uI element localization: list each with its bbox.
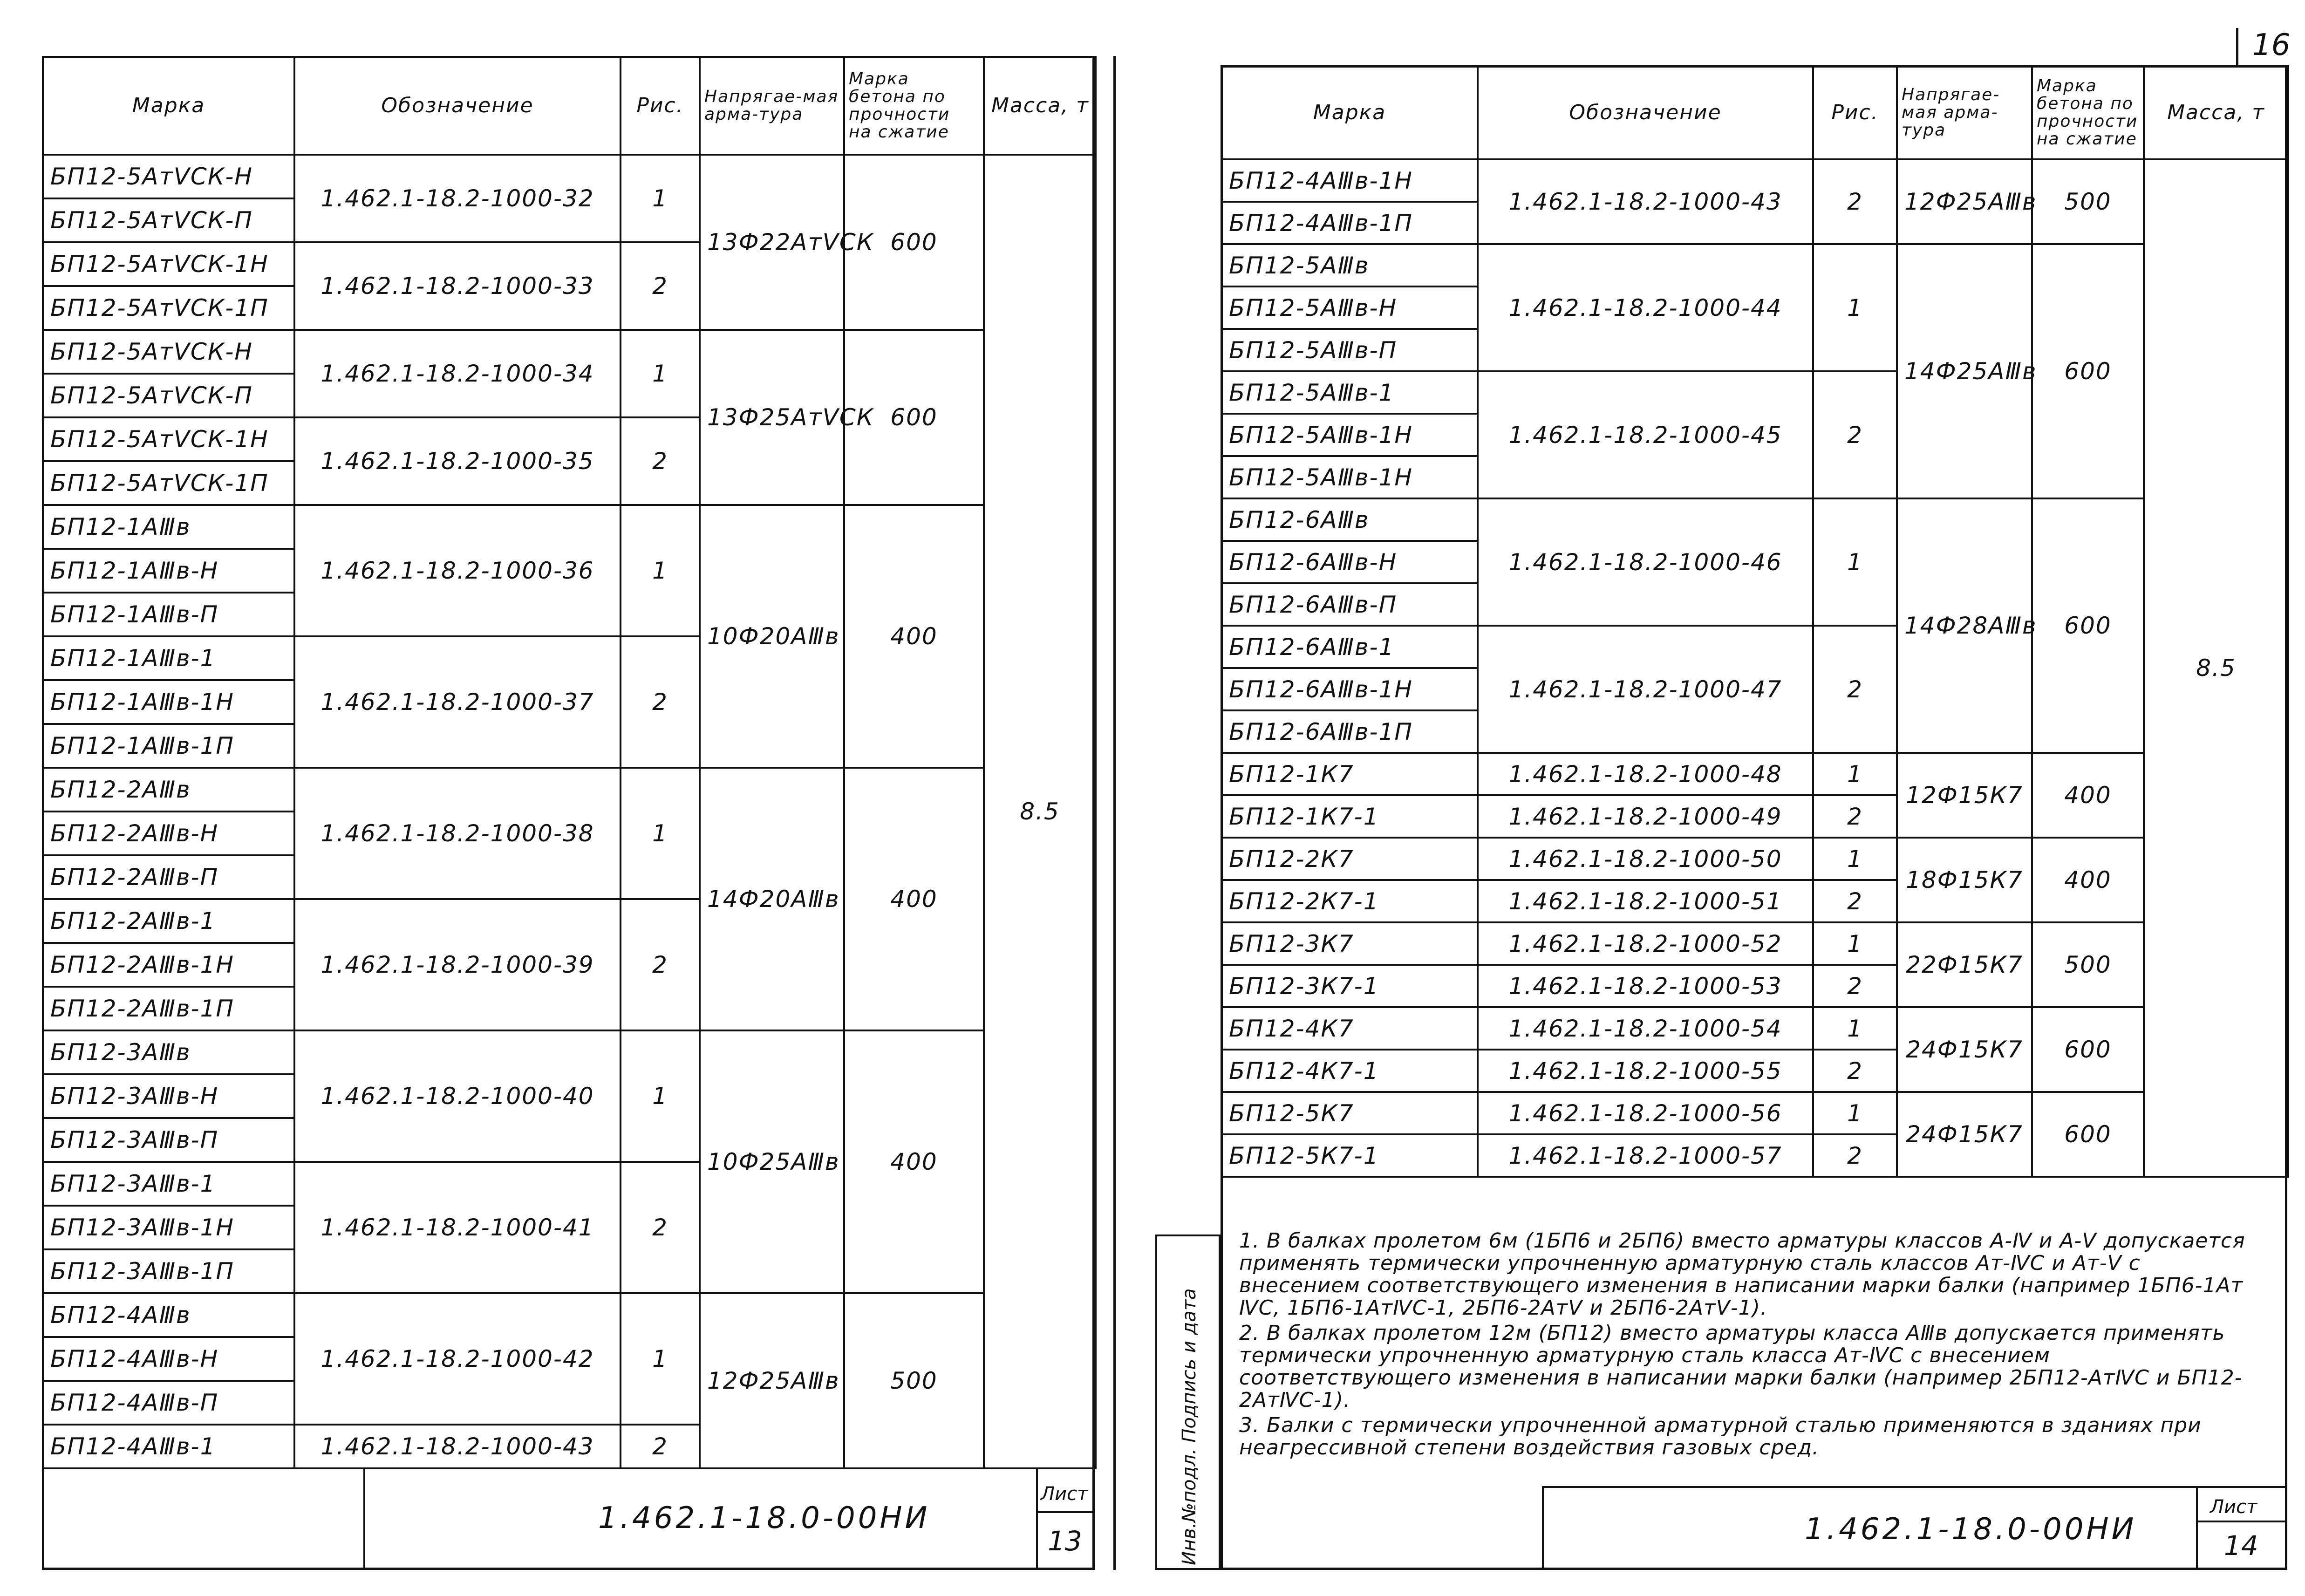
concrete-cell: 500	[2032, 922, 2144, 1007]
table-row-mark: БП12-6АⅢв	[1221, 498, 1478, 541]
designation-cell: 1.462.1-18.2-1000-42	[294, 1293, 621, 1425]
table-row-mark: БП12-1АⅢв	[43, 505, 294, 549]
left-sheet-right-line	[1113, 56, 1116, 1570]
corner-sheet-number: 16	[2252, 28, 2291, 62]
designation-cell: 1.462.1-18.2-1000-46	[1478, 498, 1813, 626]
right-spec-table	[1221, 65, 2289, 1178]
fig-cell: 1	[621, 330, 700, 417]
table-row-mark: БП12-2АⅢв-1	[43, 899, 294, 943]
designation-cell: 1.462.1-18.2-1000-55	[1478, 1050, 1813, 1092]
table-row-mark: БП12-2АⅢв-1П	[43, 987, 294, 1030]
table-row-mark: БП12-5АⅢв-1Н	[1221, 414, 1478, 456]
designation-cell: 1.462.1-18.2-1000-43	[294, 1425, 621, 1468]
header-concrete: Марка бетона по прочности на сжатие	[2032, 66, 2144, 159]
table-row-mark: БП12-5АтⅤСК-1Н	[43, 417, 294, 461]
table-row-mark: БП12-4АⅢв	[43, 1293, 294, 1337]
table-row-mark: БП12-5АтⅤСК-1Н	[43, 242, 294, 286]
right-stamp-code: 1.462.1-18.0-00НИ	[1805, 1512, 2137, 1547]
table-row-mark: БП12-3АⅢв	[43, 1030, 294, 1074]
table-row-mark: БП12-1АⅢв-1	[43, 636, 294, 680]
header-fig: Рис.	[1813, 66, 1897, 159]
fig-cell: 2	[1813, 626, 1897, 753]
table-row-mark: БП12-5АтⅤСК-Н	[43, 330, 294, 374]
fig-cell: 1	[1813, 244, 1897, 371]
designation-cell: 1.462.1-18.2-1000-52	[1478, 922, 1813, 965]
fig-cell: 2	[1813, 159, 1897, 244]
concrete-cell: 400	[844, 1030, 984, 1293]
rebar-cell: 18Ф15К7	[1897, 838, 2032, 922]
table-row-mark: БП12-1АⅢв-1Н	[43, 680, 294, 724]
designation-cell: 1.462.1-18.2-1000-45	[1478, 371, 1813, 498]
left-stamp-hline	[1036, 1511, 1095, 1513]
table-row-mark: БП12-5АтⅤСК-П	[43, 198, 294, 242]
designation-cell: 1.462.1-18.2-1000-35	[294, 417, 621, 505]
header-rebar: Напрягае-мая арма-тура	[1897, 66, 2032, 159]
fig-cell: 2	[621, 1162, 700, 1293]
header-designation: Обозначение	[294, 57, 621, 155]
table-row-mark: БП12-2К7-1	[1221, 880, 1478, 922]
designation-cell: 1.462.1-18.2-1000-49	[1478, 795, 1813, 838]
header-rebar: Напрягае-мая арма-тура	[700, 57, 844, 155]
rebar-cell: 24Ф15К7	[1897, 1007, 2032, 1092]
table-row-mark: БП12-4АⅢв-Н	[43, 1337, 294, 1381]
rebar-cell: 12Ф25АⅢв	[1897, 159, 2032, 244]
header-mark: Марка	[43, 57, 294, 155]
designation-cell: 1.462.1-18.2-1000-44	[1478, 244, 1813, 371]
designation-cell: 1.462.1-18.2-1000-41	[294, 1162, 621, 1293]
concrete-cell: 400	[2032, 753, 2144, 838]
left-spec-table	[42, 56, 1097, 1469]
fig-cell: 1	[621, 1030, 700, 1162]
fig-cell: 2	[621, 1425, 700, 1468]
table-row-mark: БП12-6АⅢв-1П	[1221, 710, 1478, 753]
mass-cell: 8.5	[984, 155, 1096, 1468]
header-designation: Обозначение	[1478, 66, 1813, 159]
table-row-mark: БП12-3АⅢв-П	[43, 1118, 294, 1162]
table-row-mark: БП12-4АⅢв-1Н	[1221, 159, 1478, 202]
fig-cell: 1	[621, 1293, 700, 1425]
note-1: 1. В балках пролетом 6м (1БП6 и 2БП6) вместо арматуры классов А-Ⅳ и А-Ⅴ допускается применять термически упрочненную арматурную сталь классов Ат-ⅣС и Ат-Ⅴ с внесением соответствующего изменения в написании марки балки (например 1БП6-1Ат ⅣС, 1БП6-1АтⅣС-1, 2БП6-2АтⅤ и 2БП6-2АтⅤ-1).	[1239, 1229, 2245, 1320]
table-row-mark: БП12-6АⅢв-Н	[1221, 541, 1478, 583]
fig-cell: 2	[1813, 965, 1897, 1007]
designation-cell: 1.462.1-18.2-1000-32	[294, 155, 621, 242]
fig-cell: 2	[1813, 371, 1897, 498]
table-row-mark: БП12-5К7	[1221, 1092, 1478, 1134]
table-row-mark: БП12-6АⅢв-П	[1221, 583, 1478, 626]
designation-cell: 1.462.1-18.2-1000-51	[1478, 880, 1813, 922]
rebar-cell: 14Ф25АⅢв	[1897, 244, 2032, 498]
table-row-mark: БП12-1К7	[1221, 753, 1478, 795]
designation-cell: 1.462.1-18.2-1000-36	[294, 505, 621, 636]
table-row-mark: БП12-5АⅢв-1Н	[1221, 456, 1478, 498]
left-title-stamp	[363, 1467, 1095, 1570]
fig-cell: 2	[1813, 795, 1897, 838]
table-row-mark: БП12-6АⅢв-1Н	[1221, 668, 1478, 710]
designation-cell: 1.462.1-18.2-1000-40	[294, 1030, 621, 1162]
table-row-mark: БП12-4АⅢв-П	[43, 1381, 294, 1425]
rebar-cell: 10Ф20АⅢв	[700, 505, 844, 768]
mass-cell: 8.5	[2144, 159, 2288, 1177]
table-row-mark: БП12-2К7	[1221, 838, 1478, 880]
concrete-cell: 600	[2032, 244, 2144, 498]
rebar-cell: 12Ф15К7	[1897, 753, 2032, 838]
table-row-mark: БП12-5АⅢв	[1221, 244, 1478, 286]
table-row-mark: БП12-4К7	[1221, 1007, 1478, 1050]
table-row-mark: БП12-1АⅢв-П	[43, 593, 294, 636]
designation-cell: 1.462.1-18.2-1000-54	[1478, 1007, 1813, 1050]
designation-cell: 1.462.1-18.2-1000-38	[294, 768, 621, 899]
header-fig: Рис.	[621, 57, 700, 155]
fig-cell: 2	[621, 899, 700, 1030]
table-row-mark: БП12-2АⅢв	[43, 768, 294, 812]
table-row-mark: БП12-2АⅢв-1Н	[43, 943, 294, 987]
note-2: 2. В балках пролетом 12м (БП12) вместо арматуры класса АⅢв допускается применять термически упрочненную арматурную сталь класса Ат-ⅣС с внесением соответствующего изменения в написании марки балки (например 2БП12-АтⅣС и БП12-2АтⅣС-1).	[1239, 1321, 2243, 1412]
concrete-cell: 600	[844, 155, 984, 330]
header-concrete: Марка бетона по прочности на сжатие	[844, 57, 984, 155]
fig-cell: 1	[1813, 922, 1897, 965]
designation-cell: 1.462.1-18.2-1000-48	[1478, 753, 1813, 795]
corner-mark-line	[2236, 28, 2238, 65]
fig-cell: 1	[1813, 1092, 1897, 1134]
concrete-cell: 400	[844, 768, 984, 1030]
side-stamp-text: Инв.№подл. Подпись и дата	[1179, 1288, 1200, 1565]
table-row-mark: БП12-5К7-1	[1221, 1134, 1478, 1177]
table-row-mark: БП12-5АⅢв-П	[1221, 329, 1478, 371]
header-mark: Марка	[1221, 66, 1478, 159]
rebar-cell: 13Ф22АтⅤСК	[700, 155, 844, 330]
fig-cell: 1	[1813, 498, 1897, 626]
table-row-mark: БП12-3АⅢв-1Н	[43, 1206, 294, 1249]
designation-cell: 1.462.1-18.2-1000-34	[294, 330, 621, 417]
designation-cell: 1.462.1-18.2-1000-50	[1478, 838, 1813, 880]
concrete-cell: 600	[2032, 498, 2144, 753]
rebar-cell: 10Ф25АⅢв	[700, 1030, 844, 1293]
concrete-cell: 600	[2032, 1092, 2144, 1177]
designation-cell: 1.462.1-18.2-1000-43	[1478, 159, 1813, 244]
fig-cell: 1	[621, 155, 700, 242]
header-mass: Масса, т	[2144, 66, 2288, 159]
table-row-mark: БП12-2АⅢв-Н	[43, 812, 294, 855]
designation-cell: 1.462.1-18.2-1000-37	[294, 636, 621, 768]
fig-cell: 2	[621, 417, 700, 505]
table-row-mark: БП12-3АⅢв-1П	[43, 1249, 294, 1293]
right-stamp-divider	[2196, 1488, 2198, 1570]
designation-cell: 1.462.1-18.2-1000-33	[294, 242, 621, 330]
table-row-mark: БП12-5АⅢв-1	[1221, 371, 1478, 414]
fig-cell: 2	[621, 242, 700, 330]
table-row-mark: БП12-4АⅢв-1	[43, 1425, 294, 1468]
designation-cell: 1.462.1-18.2-1000-53	[1478, 965, 1813, 1007]
designation-cell: 1.462.1-18.2-1000-57	[1478, 1134, 1813, 1177]
fig-cell: 1	[621, 505, 700, 636]
fig-cell: 2	[621, 636, 700, 768]
right-title-stamp	[1542, 1486, 2287, 1570]
concrete-cell: 500	[844, 1293, 984, 1468]
rebar-cell: 22Ф15К7	[1897, 922, 2032, 1007]
designation-cell: 1.462.1-18.2-1000-39	[294, 899, 621, 1030]
designation-cell: 1.462.1-18.2-1000-47	[1478, 626, 1813, 753]
table-row-mark: БП12-2АⅢв-П	[43, 855, 294, 899]
left-stamp-divider	[1036, 1469, 1038, 1570]
concrete-cell: 400	[2032, 838, 2144, 922]
table-row-mark: БП12-4АⅢв-1П	[1221, 202, 1478, 244]
table-row-mark: БП12-3К7	[1221, 922, 1478, 965]
table-row-mark: БП12-3АⅢв-1	[43, 1162, 294, 1206]
concrete-cell: 500	[2032, 159, 2144, 244]
left-stamp-code: 1.462.1-18.0-00НИ	[598, 1501, 930, 1535]
fig-cell: 2	[1813, 1050, 1897, 1092]
fig-cell: 2	[1813, 880, 1897, 922]
table-row-mark: БП12-5АтⅤСК-П	[43, 374, 294, 417]
table-row-mark: БП12-5АтⅤСК-1П	[43, 286, 294, 330]
fig-cell: 1	[1813, 1007, 1897, 1050]
table-row-mark: БП12-3АⅢв-Н	[43, 1074, 294, 1118]
table-row-mark: БП12-6АⅢв-1	[1221, 626, 1478, 668]
right-stamp-sheet-number: 14	[2224, 1530, 2258, 1562]
table-row-mark: БП12-5АтⅤСК-Н	[43, 155, 294, 198]
note-3: 3. Балки с термически упрочненной арматурной сталью применяются в зданиях при неагрессивной степени воздействия газовых сред.	[1239, 1413, 2202, 1460]
rebar-cell: 13Ф25АтⅤСК	[700, 330, 844, 505]
table-row-mark: БП12-5АⅢв-Н	[1221, 286, 1478, 329]
concrete-cell: 600	[2032, 1007, 2144, 1092]
fig-cell: 1	[621, 768, 700, 899]
notes-block	[1239, 1230, 2255, 1462]
right-stamp-hline	[2196, 1521, 2287, 1522]
table-row-mark: БП12-1АⅢв-Н	[43, 549, 294, 593]
concrete-cell: 400	[844, 505, 984, 768]
table-row-mark: БП12-5АтⅤСК-1П	[43, 461, 294, 505]
fig-cell: 2	[1813, 1134, 1897, 1177]
left-stamp-sheet-number: 13	[1048, 1525, 1082, 1557]
table-row-mark: БП12-3К7-1	[1221, 965, 1478, 1007]
table-row-mark: БП12-1К7-1	[1221, 795, 1478, 838]
rebar-cell: 14Ф28АⅢв	[1897, 498, 2032, 753]
designation-cell: 1.462.1-18.2-1000-56	[1478, 1092, 1813, 1134]
header-mass: Масса, т	[984, 57, 1096, 155]
rebar-cell: 14Ф20АⅢв	[700, 768, 844, 1030]
rebar-cell: 12Ф25АⅢв	[700, 1293, 844, 1468]
fig-cell: 1	[1813, 753, 1897, 795]
table-row-mark: БП12-4К7-1	[1221, 1050, 1478, 1092]
table-row-mark: БП12-1АⅢв-1П	[43, 724, 294, 768]
right-stamp-sheet-label: Лист	[2210, 1496, 2257, 1518]
left-stamp-sheet-label: Лист	[1041, 1483, 1088, 1505]
fig-cell: 1	[1813, 838, 1897, 880]
rebar-cell: 24Ф15К7	[1897, 1092, 2032, 1177]
concrete-cell: 600	[844, 330, 984, 505]
